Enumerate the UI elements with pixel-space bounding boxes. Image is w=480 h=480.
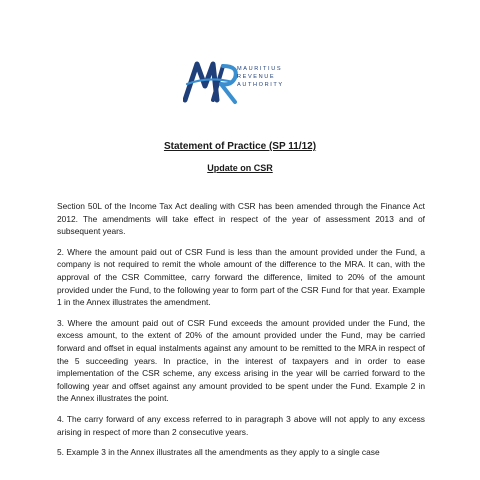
- paragraph-4: 4. The carry forward of any excess referred to in paragraph 3 above will not apply to any excess arising in respect of more than 2 consecutive years.: [57, 413, 425, 437]
- paragraph-3: 3. Where the amount paid out of CSR Fund exceeds the amount provided under the Fund, the excess amount, to the extent of 20% of the amount provided under the Fund, may be carried forward and offset in equal instalments against any amount to be remitted to the MRA in respect of the 5 succeeding years. In practice, in the interest of taxpayers and in order to ease implementation of the CSR scheme, any excess arising in the year will be carried forward to the following year and offset against any amount provided to be spent under the Fund. Example 2 in the Annex illustrates the point.: [57, 317, 425, 404]
- document-subtitle: Update on CSR: [207, 163, 273, 173]
- logo-line-3: AUTHORITY: [237, 82, 284, 88]
- paragraph-2: 2. Where the amount paid out of CSR Fund is less than the amount provided under the Fund, a company is not required to remit the whole amount of the difference to the MRA. It can, with the approval of the CSR Committee, carry forward the difference, limited to 20% of the amount provided under the Fund, to the following year to form part of the CSR Fund for that year. Example 1 in the Annex illustrates the amendment.: [57, 246, 425, 308]
- document-body: [57, 200, 425, 467]
- logo-line-2: REVENUE: [237, 74, 276, 80]
- paragraph-5: 5. Example 3 in the Annex illustrates all the amendments as they apply to a single case: [57, 447, 380, 458]
- paragraph-1: Section 50L of the Income Tax Act dealing with CSR has been amended through the Finance Act 2012. The amendments will take effect in respect of the year of assessment 2013 and of subsequent years.: [57, 201, 425, 237]
- document-title: Statement of Practice (SP 11/12): [163, 141, 317, 152]
- mra-logo: [183, 56, 299, 108]
- logo-wordmark: [237, 65, 284, 89]
- logo-line-1: MAURITIUS: [237, 66, 283, 72]
